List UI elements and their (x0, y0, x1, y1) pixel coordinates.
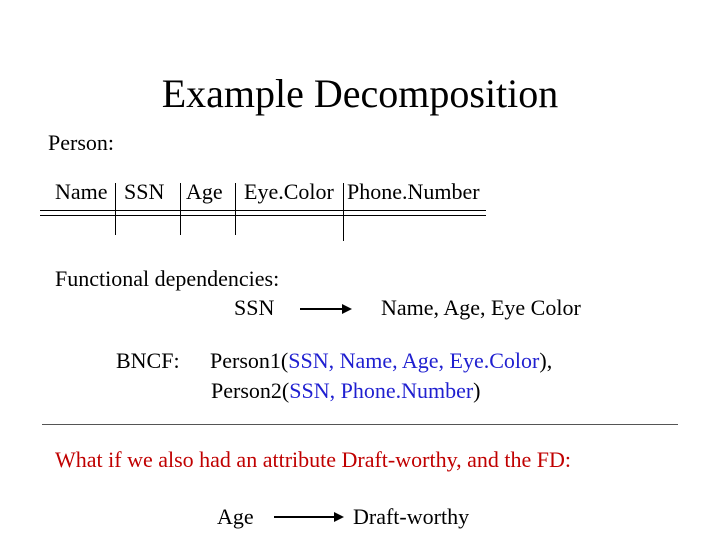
relation-2-attributes: SSN, Phone.Number (289, 378, 474, 403)
decomposition-relation-1 (210, 348, 552, 374)
relation-1-close: ), (539, 348, 553, 373)
fd-rhs: Name, Age, Eye Color (381, 295, 581, 320)
fd2-lhs: Age (217, 504, 254, 529)
relation-label: Person: (48, 130, 114, 155)
table-rule-bottom (40, 215, 486, 216)
section-divider (42, 424, 678, 425)
bncf-label: BNCF: (116, 348, 180, 373)
column-divider (180, 183, 181, 235)
column-header-eyecolor: Eye.Color (244, 179, 334, 204)
page-title: Example Decomposition (161, 71, 559, 116)
fd2-rhs: Draft-worthy (353, 504, 470, 529)
column-divider (343, 183, 344, 241)
column-divider (235, 183, 236, 235)
relation-2-name: Person2( (211, 378, 290, 403)
fd-heading: Functional dependencies: (55, 266, 280, 291)
table-rule-top (40, 210, 486, 211)
decomposition-relation-2 (211, 378, 481, 404)
relation-1-name: Person1( (210, 348, 289, 373)
relation-2-close: ) (473, 378, 481, 403)
relation-1-attributes: SSN, Name, Age, Eye.Color (288, 348, 540, 373)
fd-arrow (300, 300, 352, 316)
column-header-ssn: SSN (124, 179, 165, 204)
column-divider (115, 183, 116, 235)
fd2-arrow (274, 509, 344, 525)
column-header-age: Age (186, 179, 223, 204)
question-text: What if we also had an attribute Draft-worthy, and the FD: (55, 447, 572, 472)
fd-lhs: SSN (234, 295, 275, 320)
column-header-phonenumber: Phone.Number (347, 179, 480, 204)
column-header-name: Name (55, 179, 108, 204)
